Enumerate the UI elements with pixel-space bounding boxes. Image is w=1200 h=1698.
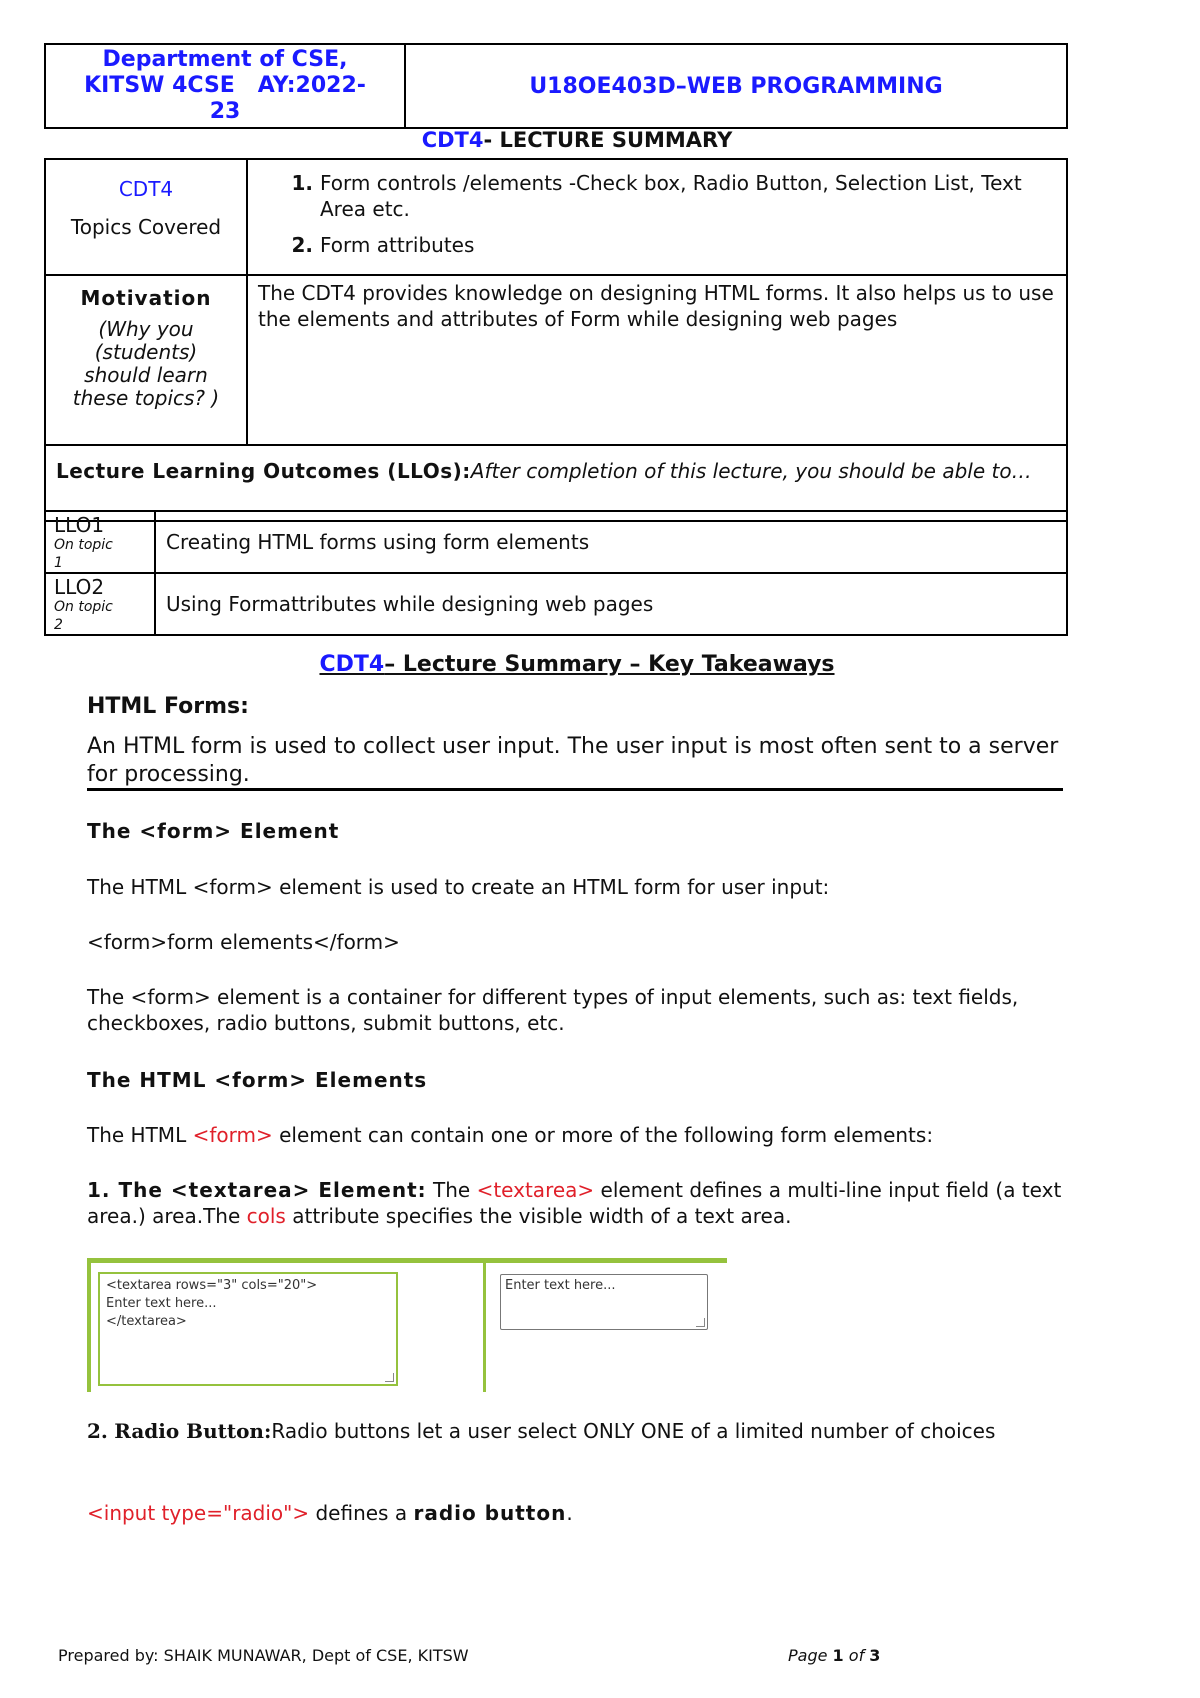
llo-topic-num: 1 [54, 555, 63, 571]
textarea-paragraph [87, 1177, 1067, 1229]
topics-list-cell [247, 159, 1067, 275]
page-total: 3 [869, 1646, 881, 1665]
page-current: 1 [832, 1646, 844, 1665]
text-run: The [426, 1178, 477, 1202]
llo-header-italic: After completion of this lecture, you should be able to… [470, 459, 1032, 483]
topic-item: 2. Form attributes [320, 232, 1052, 258]
prepared-value: SHAIK MUNAWAR, Dept of CSE, KITSW [163, 1646, 469, 1665]
text-run: The HTML [87, 1123, 193, 1147]
llo-header-bold: Lecture Learning Outcomes (LLOs): [56, 459, 471, 483]
text-run: element defines a multi-line input field (a text area.) area.The [87, 1178, 1062, 1228]
llo-row [45, 511, 1067, 573]
text-run: element can contain one or more of the following form elements: [272, 1123, 934, 1147]
radio-paragraph [87, 1418, 1067, 1444]
dept-line-1: Department of CSE, [102, 47, 348, 72]
page-number [788, 1646, 880, 1665]
frame-divider [483, 1258, 486, 1392]
code-line: <textarea rows="3" cols="20"> [106, 1278, 318, 1293]
llo-row [45, 573, 1067, 635]
lecture-summary-title [0, 128, 1154, 152]
llo-topic-num: 2 [54, 617, 63, 633]
department-cell [45, 44, 405, 128]
textarea-code-box [98, 1272, 398, 1386]
textarea-tag: <textarea> [476, 1178, 595, 1202]
resize-grip-icon [696, 1318, 705, 1327]
key-takeaways-title [0, 652, 1154, 677]
form-element-desc: The HTML <form> element is used to create an HTML form for user input: [87, 875, 830, 899]
form-tag: <form> [192, 1123, 273, 1147]
radio-bold: radio button [413, 1501, 567, 1525]
form-elements-heading: The HTML <form> Elements [87, 1068, 428, 1092]
prepared-label: Prepared by: [58, 1646, 164, 1665]
radio-code: <input type="radio"> [87, 1501, 310, 1525]
motivation-text: The CDT4 provides knowledge on designing HTML forms. It also helps us to use the elements and attributes of Form while designing web pages [247, 275, 1067, 445]
llo-id-cell [45, 511, 155, 573]
llo-id: LLO2 [54, 575, 105, 599]
llo-table [44, 510, 1068, 636]
html-forms-heading: HTML Forms: [87, 694, 249, 719]
form-elements-desc [87, 1122, 1067, 1148]
llo-topic: On topic [54, 599, 113, 615]
summary-cdt: CDT4 [421, 128, 484, 152]
textarea-heading: 1. The <textarea> Element: [87, 1178, 427, 1202]
topics-label: Topics Covered [70, 215, 222, 239]
llo-id-cell [45, 573, 155, 635]
dept-line-3: 23 [209, 99, 241, 124]
text-run: defines a [309, 1501, 414, 1525]
code-line: </textarea> [106, 1314, 187, 1329]
motivation-left-cell [45, 275, 247, 445]
text-run: Page [788, 1646, 833, 1665]
llo-text: Creating HTML forms using form elements [155, 511, 1067, 573]
resize-grip-icon [385, 1373, 394, 1382]
radio-num: 2. [87, 1419, 108, 1443]
radio-definition [87, 1500, 1067, 1526]
footer [58, 1646, 908, 1665]
textarea-demo [500, 1274, 708, 1330]
summary-table [44, 158, 1068, 522]
header-table [44, 43, 1068, 129]
topics-left-cell [45, 159, 247, 275]
form-element-container-desc: The <form> element is a container for different types of input elements, such as: text fields, checkboxes, radio buttons, submit buttons, etc. [87, 985, 1019, 1035]
form-element-code: <form>form elements</form> [87, 930, 400, 954]
llo-topic: On topic [54, 537, 113, 553]
radio-text: Radio buttons let a user select ONLY ONE of a limited number of choices [271, 1419, 996, 1443]
frame-top [87, 1258, 727, 1263]
motivation-title: Motivation [80, 286, 212, 310]
course-title: U18OE403D–WEB PROGRAMMING [405, 44, 1067, 128]
text-run: . [566, 1501, 573, 1525]
frame-left [87, 1258, 91, 1392]
form-element-heading: The <form> Element [87, 819, 340, 843]
code-line: Enter text here... [106, 1296, 217, 1311]
takeaways-rest: – Lecture Summary – Key Takeaways [384, 652, 835, 677]
dept-line-2: KITSW 4CSE AY:2022- [84, 73, 366, 98]
motivation-question: (Why you (students) should learn these topics? ) [72, 317, 220, 410]
radio-heading: Radio Button: [114, 1419, 272, 1443]
summary-rest: - LECTURE SUMMARY [483, 128, 733, 152]
html-forms-text: An HTML form is used to collect user input. The user input is most often sent to a server for processing. [87, 734, 1059, 787]
horizontal-rule [87, 788, 1063, 791]
textarea-example-image [87, 1258, 727, 1392]
takeaways-cdt: CDT4 [319, 652, 385, 677]
llo-id: LLO1 [54, 513, 105, 537]
cols-attr: cols [246, 1204, 286, 1228]
topic-item: 1. Form controls /elements -Check box, Radio Button, Selection List, Text Area etc. [320, 170, 1052, 222]
textarea-demo-text: Enter text here... [505, 1278, 616, 1293]
llo-text: Using Formattributes while designing web pages [155, 573, 1067, 635]
topics-list [292, 170, 1052, 258]
text-run: attribute specifies the visible width of a text area. [285, 1204, 792, 1228]
text-run: of [843, 1646, 870, 1665]
topics-cdt: CDT4 [118, 177, 174, 201]
